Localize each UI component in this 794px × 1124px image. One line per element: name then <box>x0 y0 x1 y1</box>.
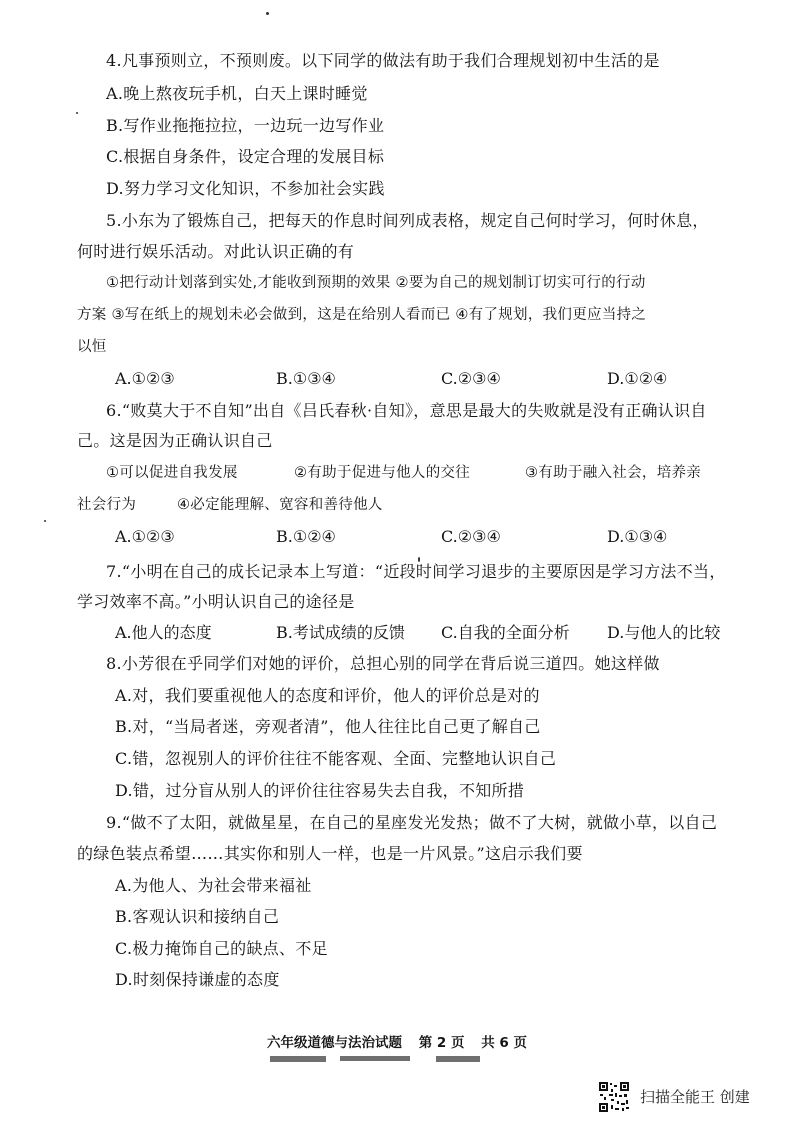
q4-option-d: D.努力学习文化知识，不参加社会实践 <box>106 179 385 198</box>
q8-option-d: D.错，过分盲从别人的评价往往容易失去自我，不知所措 <box>115 781 525 800</box>
q8-stem: 8.小芳很在乎同学们对她的评价，总担心别的同学在背后说三道四。她这样做 <box>106 654 660 673</box>
scanner-watermark-label: 扫描全能王 创建 <box>640 1088 750 1106</box>
q5-option-c: C.②③④ <box>441 369 501 388</box>
total-pages: 共 6 页 <box>481 1035 527 1051</box>
q9-option-b: B.客观认识和接纳自己 <box>115 907 280 926</box>
q7-option-b: B.考试成绩的反馈 <box>276 623 405 642</box>
q6-statement-3: ③有助于融入社会，培养亲 <box>525 465 702 481</box>
q8-option-a: A.对，我们要重视他人的态度和评价，他人的评价总是对的 <box>115 686 540 705</box>
q5-statements-line2: 方案 ③写在纸上的规划未必会做到，这是在给别人看而已 ④有了规划，我们更应当持之 <box>77 307 647 323</box>
q7-option-a: A.他人的态度 <box>115 623 212 642</box>
q7-stem-line2: 学习效率不高。”小明认识自己的途径是 <box>77 592 355 611</box>
scan-artifact <box>436 1056 480 1062</box>
q6-statement-1: ①可以促进自我发展 <box>106 465 238 481</box>
q7-stem-line1: 7.“小明在自己的成长记录本上写道：“近段时间学习退步的主要原因是学习方法不当， <box>106 562 726 581</box>
q8-option-c: C.错，忽视别人的评价往往不能客观、全面、完整地认识自己 <box>115 749 557 768</box>
scan-speck <box>76 112 78 114</box>
scan-speck <box>44 520 46 522</box>
q5-statements-line3: 以恒 <box>77 339 107 355</box>
q6-option-a: A.①②③ <box>115 527 175 546</box>
q5-stem-line1: 5.小东为了锻炼自己，把每天的作息时间列成表格，规定自己何时学习，何时休息， <box>106 211 709 230</box>
q5-stem-line2: 何时进行娱乐活动。对此认识正确的有 <box>77 242 355 261</box>
q5-option-a: A.①②③ <box>115 369 175 388</box>
q6-statement-4: ④必定能理解、宽容和善待他人 <box>177 497 383 513</box>
q7-option-c: C.自我的全面分析 <box>441 623 570 642</box>
scan-speck <box>266 12 269 15</box>
q9-stem-line1: 9.“做不了太阳，就做星星，在自己的星座发光发热；做不了大树，就做小草，以自己 <box>106 813 718 832</box>
qr-code-icon <box>598 1081 630 1113</box>
q5-option-b: B.①③④ <box>276 369 336 388</box>
q9-option-a: A.为他人、为社会带来福祉 <box>115 876 312 895</box>
exam-title: 六年级道德与法治试题 <box>267 1035 402 1051</box>
q5-option-d: D.①②④ <box>607 369 668 388</box>
q6-statement-3-cont: 社会行为 <box>77 497 137 513</box>
q8-option-b: B.对，“当局者迷，旁观者清”，他人往往比自己更了解自己 <box>115 717 541 736</box>
page-footer <box>0 1031 794 1051</box>
q4-option-a: A.晚上熬夜玩手机，白天上课时睡觉 <box>106 84 368 103</box>
q9-option-d: D.时刻保持谦虚的态度 <box>115 970 280 989</box>
q4-option-b: B.写作业拖拖拉拉，一边玩一边写作业 <box>106 116 385 135</box>
page-number: 第 2 页 <box>418 1035 465 1051</box>
q6-option-d: D.①③④ <box>607 527 668 546</box>
q5-statements-line1: ①把行动计划落到实处,才能收到预期的效果 ②要为自己的规划制订切实可行的行动 <box>106 275 646 291</box>
q7-option-d: D.与他人的比较 <box>607 623 721 642</box>
scan-artifact <box>340 1056 410 1061</box>
q6-statement-2: ②有助于促进与他人的交往 <box>294 465 471 481</box>
q6-option-b: B.①②④ <box>276 527 336 546</box>
q4-option-c: C.根据自身条件，设定合理的发展目标 <box>106 147 385 166</box>
q9-option-c: C.极力掩饰自己的缺点、不足 <box>115 939 328 958</box>
q6-stem-line1: 6.“败莫大于不自知”出自《吕氏春秋·自知》，意思是最大的失败就是没有正确认识自 <box>106 401 707 420</box>
q6-option-c: C.②③④ <box>441 527 501 546</box>
q6-stem-line2: 己。这是因为正确认识自己 <box>77 431 273 450</box>
q9-stem-line2: 的绿色装点希望……其实你和别人一样，也是一片风景。”这启示我们要 <box>77 844 583 863</box>
q4-stem: 4.凡事预则立，不预则废。以下同学的做法有助于我们合理规划初中生活的是 <box>106 51 660 70</box>
scan-artifact <box>270 1056 326 1062</box>
